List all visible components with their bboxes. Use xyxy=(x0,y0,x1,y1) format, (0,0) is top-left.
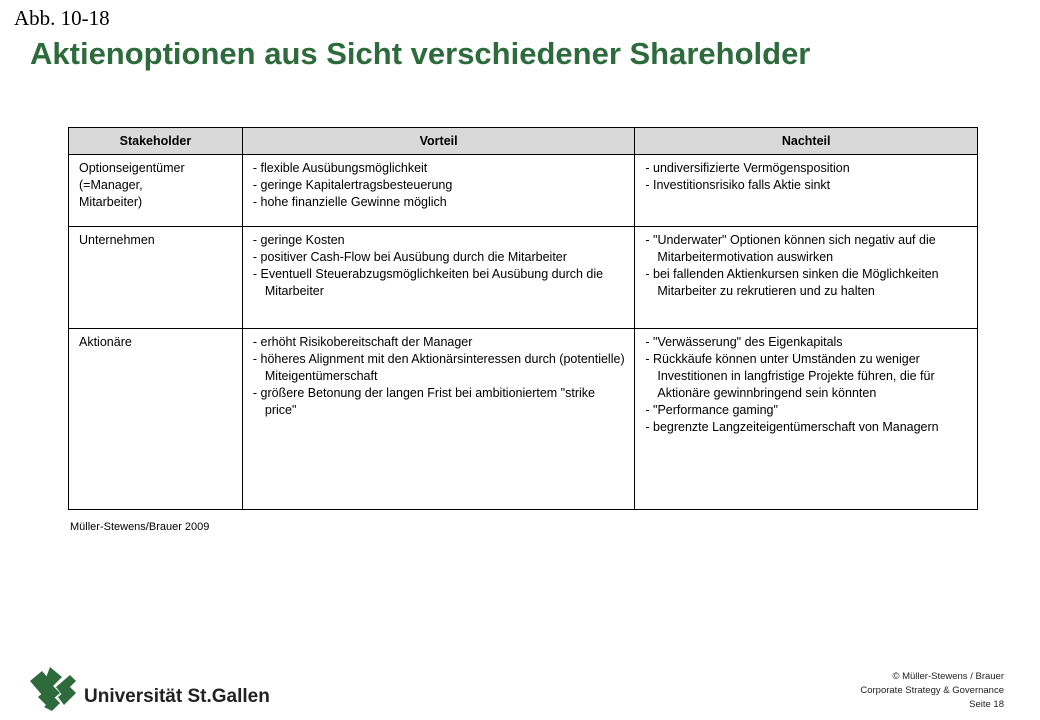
footer-page-number: Seite 18 xyxy=(969,699,1004,710)
header-stakeholder: Stakeholder xyxy=(69,128,243,155)
footer-course: Corporate Strategy & Governance xyxy=(860,685,1004,696)
nachteil-item: - Rückkäufe können unter Umständen zu weniger Investitionen in langfristige Projekte führen, die für Aktionäre gewinnbringend sein könnten xyxy=(645,352,935,400)
stakeholder-line: Unternehmen xyxy=(79,233,155,247)
footer xyxy=(860,670,1004,712)
vorteil-item: - erhöht Risikobereitschaft der Manager xyxy=(252,335,473,349)
vorteil-item: - höheres Alignment mit den Aktionärsinteressen durch (potentielle) Miteigentümerschaft xyxy=(252,352,625,383)
page-title: Aktienoptionen aus Sicht verschiedener Shareholder xyxy=(30,36,811,71)
cell-nachteil xyxy=(635,227,978,329)
comparison-table xyxy=(68,127,978,510)
nachteil-item: - Investitionsrisiko falls Aktie sinkt xyxy=(645,178,831,192)
vorteil-item: - größere Betonung der langen Frist bei ambitioniertem "strike price" xyxy=(252,386,595,417)
figure-label: Abb. 10-18 xyxy=(14,6,110,30)
footer-copyright: © Müller-Stewens / Brauer xyxy=(892,671,1004,682)
stakeholder-line: Mitarbeiter) xyxy=(79,195,143,209)
stakeholder-line: (=Manager, xyxy=(79,178,143,192)
stakeholder-line: Optionseigentümer xyxy=(79,161,185,175)
cell-nachteil xyxy=(635,155,978,227)
table-row xyxy=(69,227,978,329)
stakeholder-line: Aktionäre xyxy=(79,335,132,349)
cell-stakeholder xyxy=(69,155,243,227)
university-logo-icon xyxy=(30,667,76,711)
cell-nachteil xyxy=(635,329,978,510)
nachteil-item: - "Performance gaming" xyxy=(645,403,778,417)
cell-stakeholder xyxy=(69,227,243,329)
vorteil-item: - positiver Cash-Flow bei Ausübung durch die Mitarbeiter xyxy=(252,250,567,264)
nachteil-item: - bei fallenden Aktienkursen sinken die Möglichkeiten Mitarbeiter zu rekrutieren und zu halten xyxy=(645,267,939,298)
nachteil-item: - begrenzte Langzeiteigentümerschaft von Managern xyxy=(645,420,939,434)
table-header-row xyxy=(69,128,978,155)
vorteil-item: - Eventuell Steuerabzugsmöglichkeiten bei Ausübung durch die Mitarbeiter xyxy=(252,267,604,298)
vorteil-item: - hohe finanzielle Gewinne möglich xyxy=(252,195,447,209)
header-nachteil: Nachteil xyxy=(635,128,978,155)
vorteil-item: - geringe Kapitalertragsbesteuerung xyxy=(252,178,453,192)
cell-vorteil xyxy=(242,155,635,227)
nachteil-item: - "Verwässerung" des Eigenkapitals xyxy=(645,335,843,349)
table-row xyxy=(69,155,978,227)
table-row xyxy=(69,329,978,510)
cell-vorteil xyxy=(242,227,635,329)
vorteil-item: - geringe Kosten xyxy=(252,233,345,247)
nachteil-item: - undiversifizierte Vermögensposition xyxy=(645,161,850,175)
source-citation: Müller-Stewens/Brauer 2009 xyxy=(70,521,210,533)
university-name: Universität St.Gallen xyxy=(84,686,270,707)
cell-stakeholder xyxy=(69,329,243,510)
nachteil-item: - "Underwater" Optionen können sich negativ auf die Mitarbeitermotivation auswirken xyxy=(645,233,936,264)
cell-vorteil xyxy=(242,329,635,510)
vorteil-item: - flexible Ausübungsmöglichkeit xyxy=(252,161,428,175)
header-vorteil: Vorteil xyxy=(242,128,635,155)
